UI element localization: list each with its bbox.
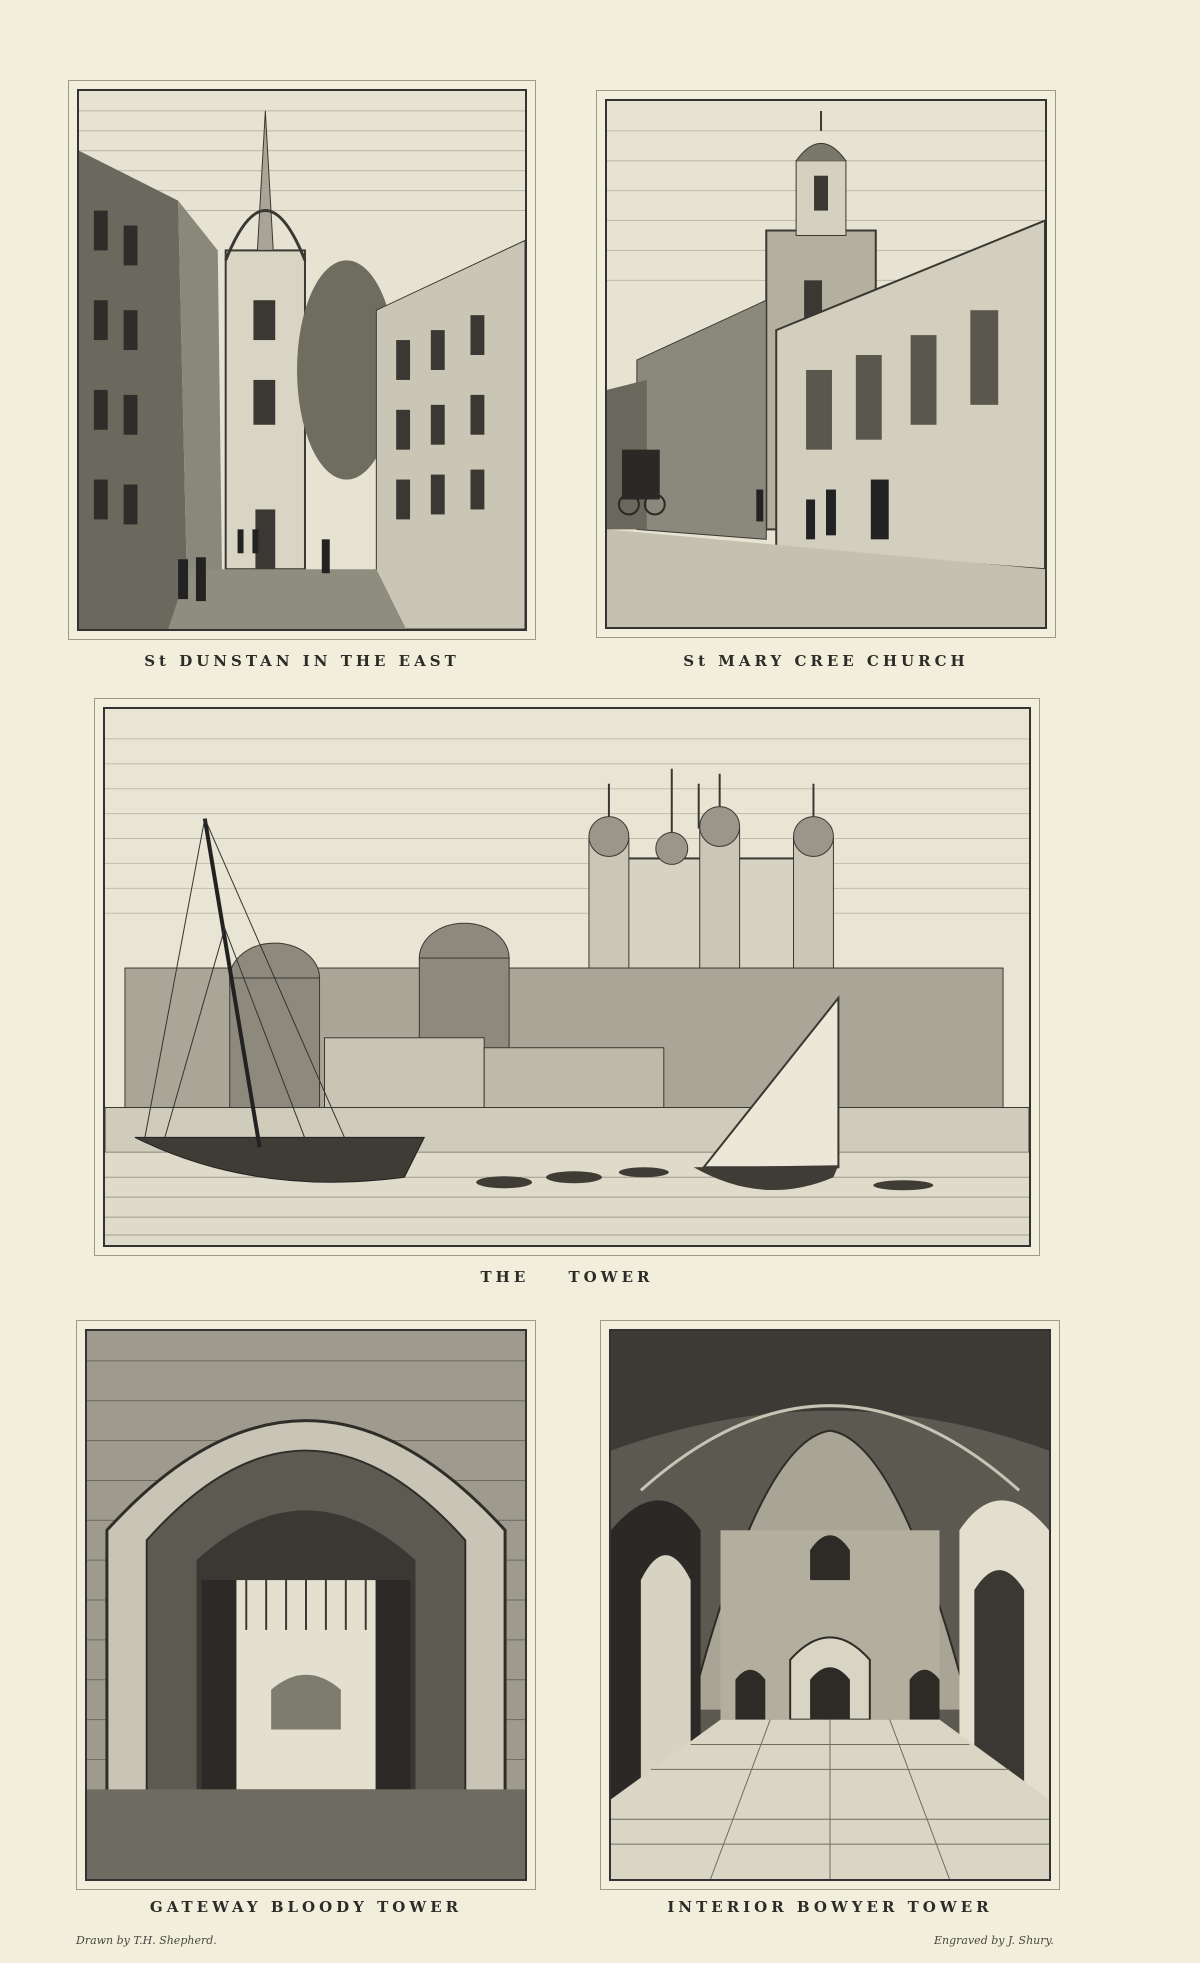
plate-st-mary-cree bbox=[596, 90, 1056, 638]
plate-interior-bowyer-tower bbox=[600, 1320, 1060, 1890]
caption-gateway-bloody-tower: GATEWAY BLOODY TOWER bbox=[149, 1898, 463, 1916]
engraving-st-mary-cree bbox=[605, 99, 1047, 629]
engraving-the-tower bbox=[103, 707, 1031, 1247]
engraving-gateway-bloody-tower bbox=[85, 1329, 527, 1881]
caption-the-tower: THE TOWER bbox=[480, 1268, 654, 1286]
st-mary-cree-illustration bbox=[607, 101, 1045, 627]
credit-engraved-by: Engraved by J. Shury. bbox=[934, 1934, 1054, 1947]
engraving-st-dunstan bbox=[77, 89, 527, 631]
interior-illustration bbox=[611, 1331, 1049, 1879]
st-dunstan-illustration bbox=[79, 91, 525, 629]
engraving-interior-bowyer-tower bbox=[609, 1329, 1051, 1881]
credit-drawn-by: Drawn by T.H. Shepherd. bbox=[76, 1934, 217, 1947]
plate-gateway-bloody-tower bbox=[76, 1320, 536, 1890]
tower-illustration bbox=[105, 709, 1029, 1245]
gateway-illustration bbox=[87, 1331, 525, 1879]
caption-st-mary-cree: St MARY CREE CHURCH bbox=[683, 652, 969, 670]
plate-the-tower bbox=[94, 698, 1040, 1256]
caption-st-dunstan: St DUNSTAN IN THE EAST bbox=[144, 652, 460, 670]
caption-interior-bowyer-tower: INTERIOR BOWYER TOWER bbox=[667, 1898, 993, 1916]
plate-st-dunstan bbox=[68, 80, 536, 640]
